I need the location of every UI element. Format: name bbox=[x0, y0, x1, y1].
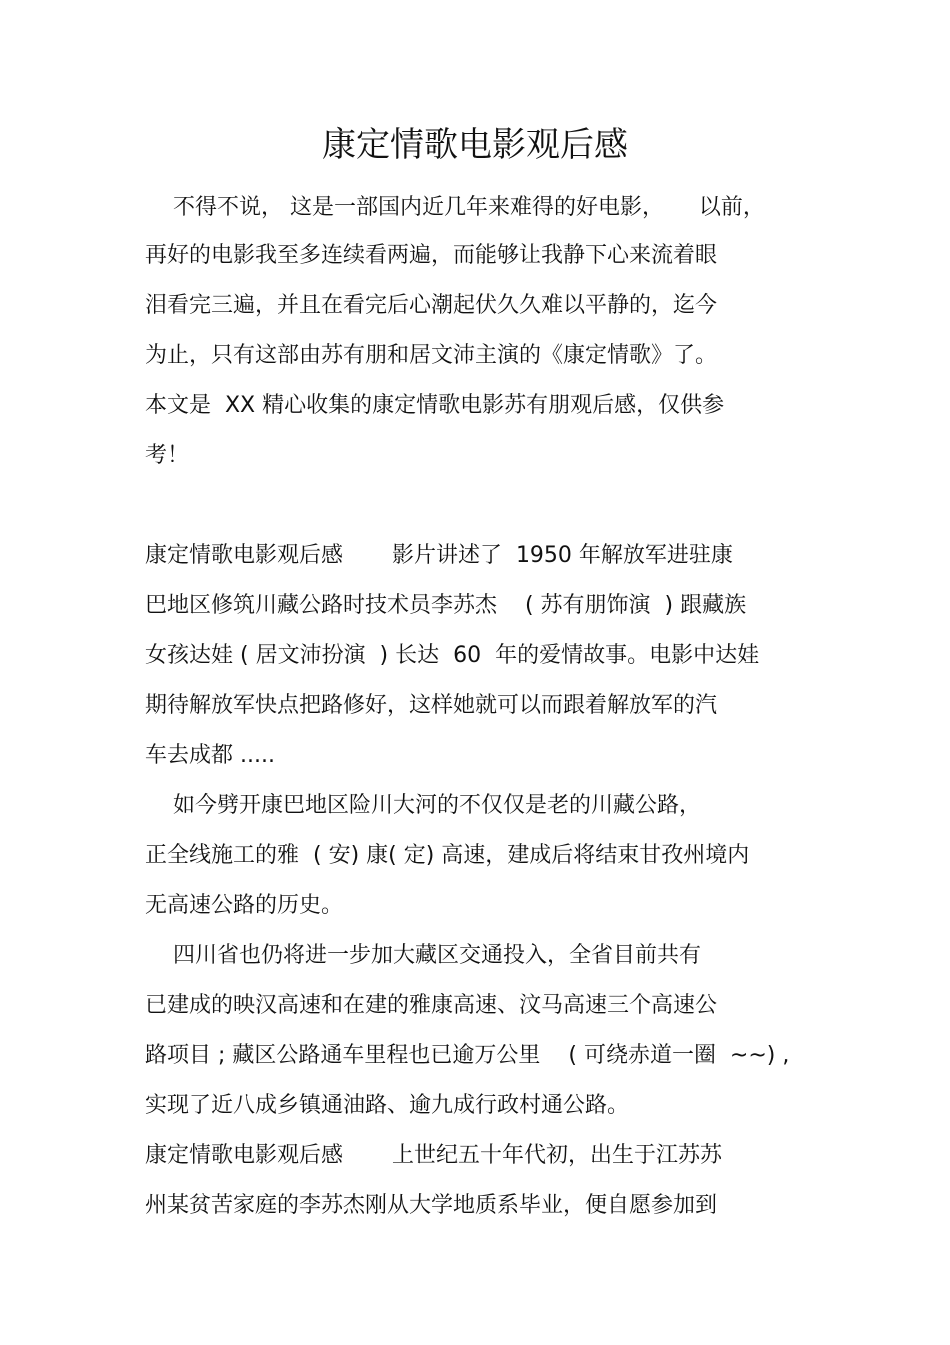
text-line: 期待解放军快点把路修好，这样她就可以而跟着解放军的汽 bbox=[145, 693, 718, 718]
text-line: 女孩达娃 ( 居文沛扮演 ) 长达 60 年的爱情故事。电影中达娃 bbox=[145, 643, 760, 668]
text-line: 无高速公路的历史。 bbox=[145, 893, 344, 918]
text-line: 巴地区修筑川藏公路时技术员李苏杰 ( 苏有朋饰演 ) 跟藏族 bbox=[145, 593, 747, 618]
document-title: 康定情歌电影观后感 bbox=[322, 125, 628, 165]
text-line: 州某贫苦家庭的李苏杰刚从大学地质系毕业，便自愿参加到 bbox=[145, 1193, 718, 1218]
text-line: 车去成都 ..... bbox=[145, 743, 275, 768]
text-line: 路项目 ; 藏区公路通车里程也已逾万公里 ( 可绕赤道一圈 ~~) , bbox=[145, 1043, 790, 1068]
text-line: 不得不说， 这是一部国内近几年来难得的好电影， 以前， bbox=[145, 195, 765, 220]
text-line: 考！ bbox=[145, 443, 190, 468]
text-line: 为止，只有这部由苏有朋和居文沛主演的《康定情歌》了。 bbox=[145, 343, 718, 368]
text-line: 康定情歌电影观后感 上世纪五十年代初，出生于江苏苏 bbox=[145, 1143, 722, 1168]
text-line: 四川省也仍将进一步加大藏区交通投入，全省目前共有 bbox=[145, 943, 701, 968]
text-line: 本文是 XX 精心收集的康定情歌电影苏有朋观后感，仅供参 bbox=[145, 393, 725, 418]
text-line: 已建成的映汉高速和在建的雅康高速、汶马高速三个高速公 bbox=[145, 993, 718, 1018]
text-line: 再好的电影我至多连续看两遍，而能够让我静下心来流着眼 bbox=[145, 243, 718, 268]
text-line: 康定情歌电影观后感 影片讲述了 1950 年解放军进驻康 bbox=[145, 543, 733, 568]
text-line: 实现了近八成乡镇通油路、逾九成行政村通公路。 bbox=[145, 1093, 630, 1118]
text-line: 泪看完三遍，并且在看完后心潮起伏久久难以平静的，迄今 bbox=[145, 293, 718, 318]
text-line: 如今劈开康巴地区险川大河的不仅仅是老的川藏公路， bbox=[145, 793, 701, 818]
text-line: 正全线施工的雅 ( 安) 康( 定) 高速，建成后将结束甘孜州境内 bbox=[145, 843, 750, 868]
